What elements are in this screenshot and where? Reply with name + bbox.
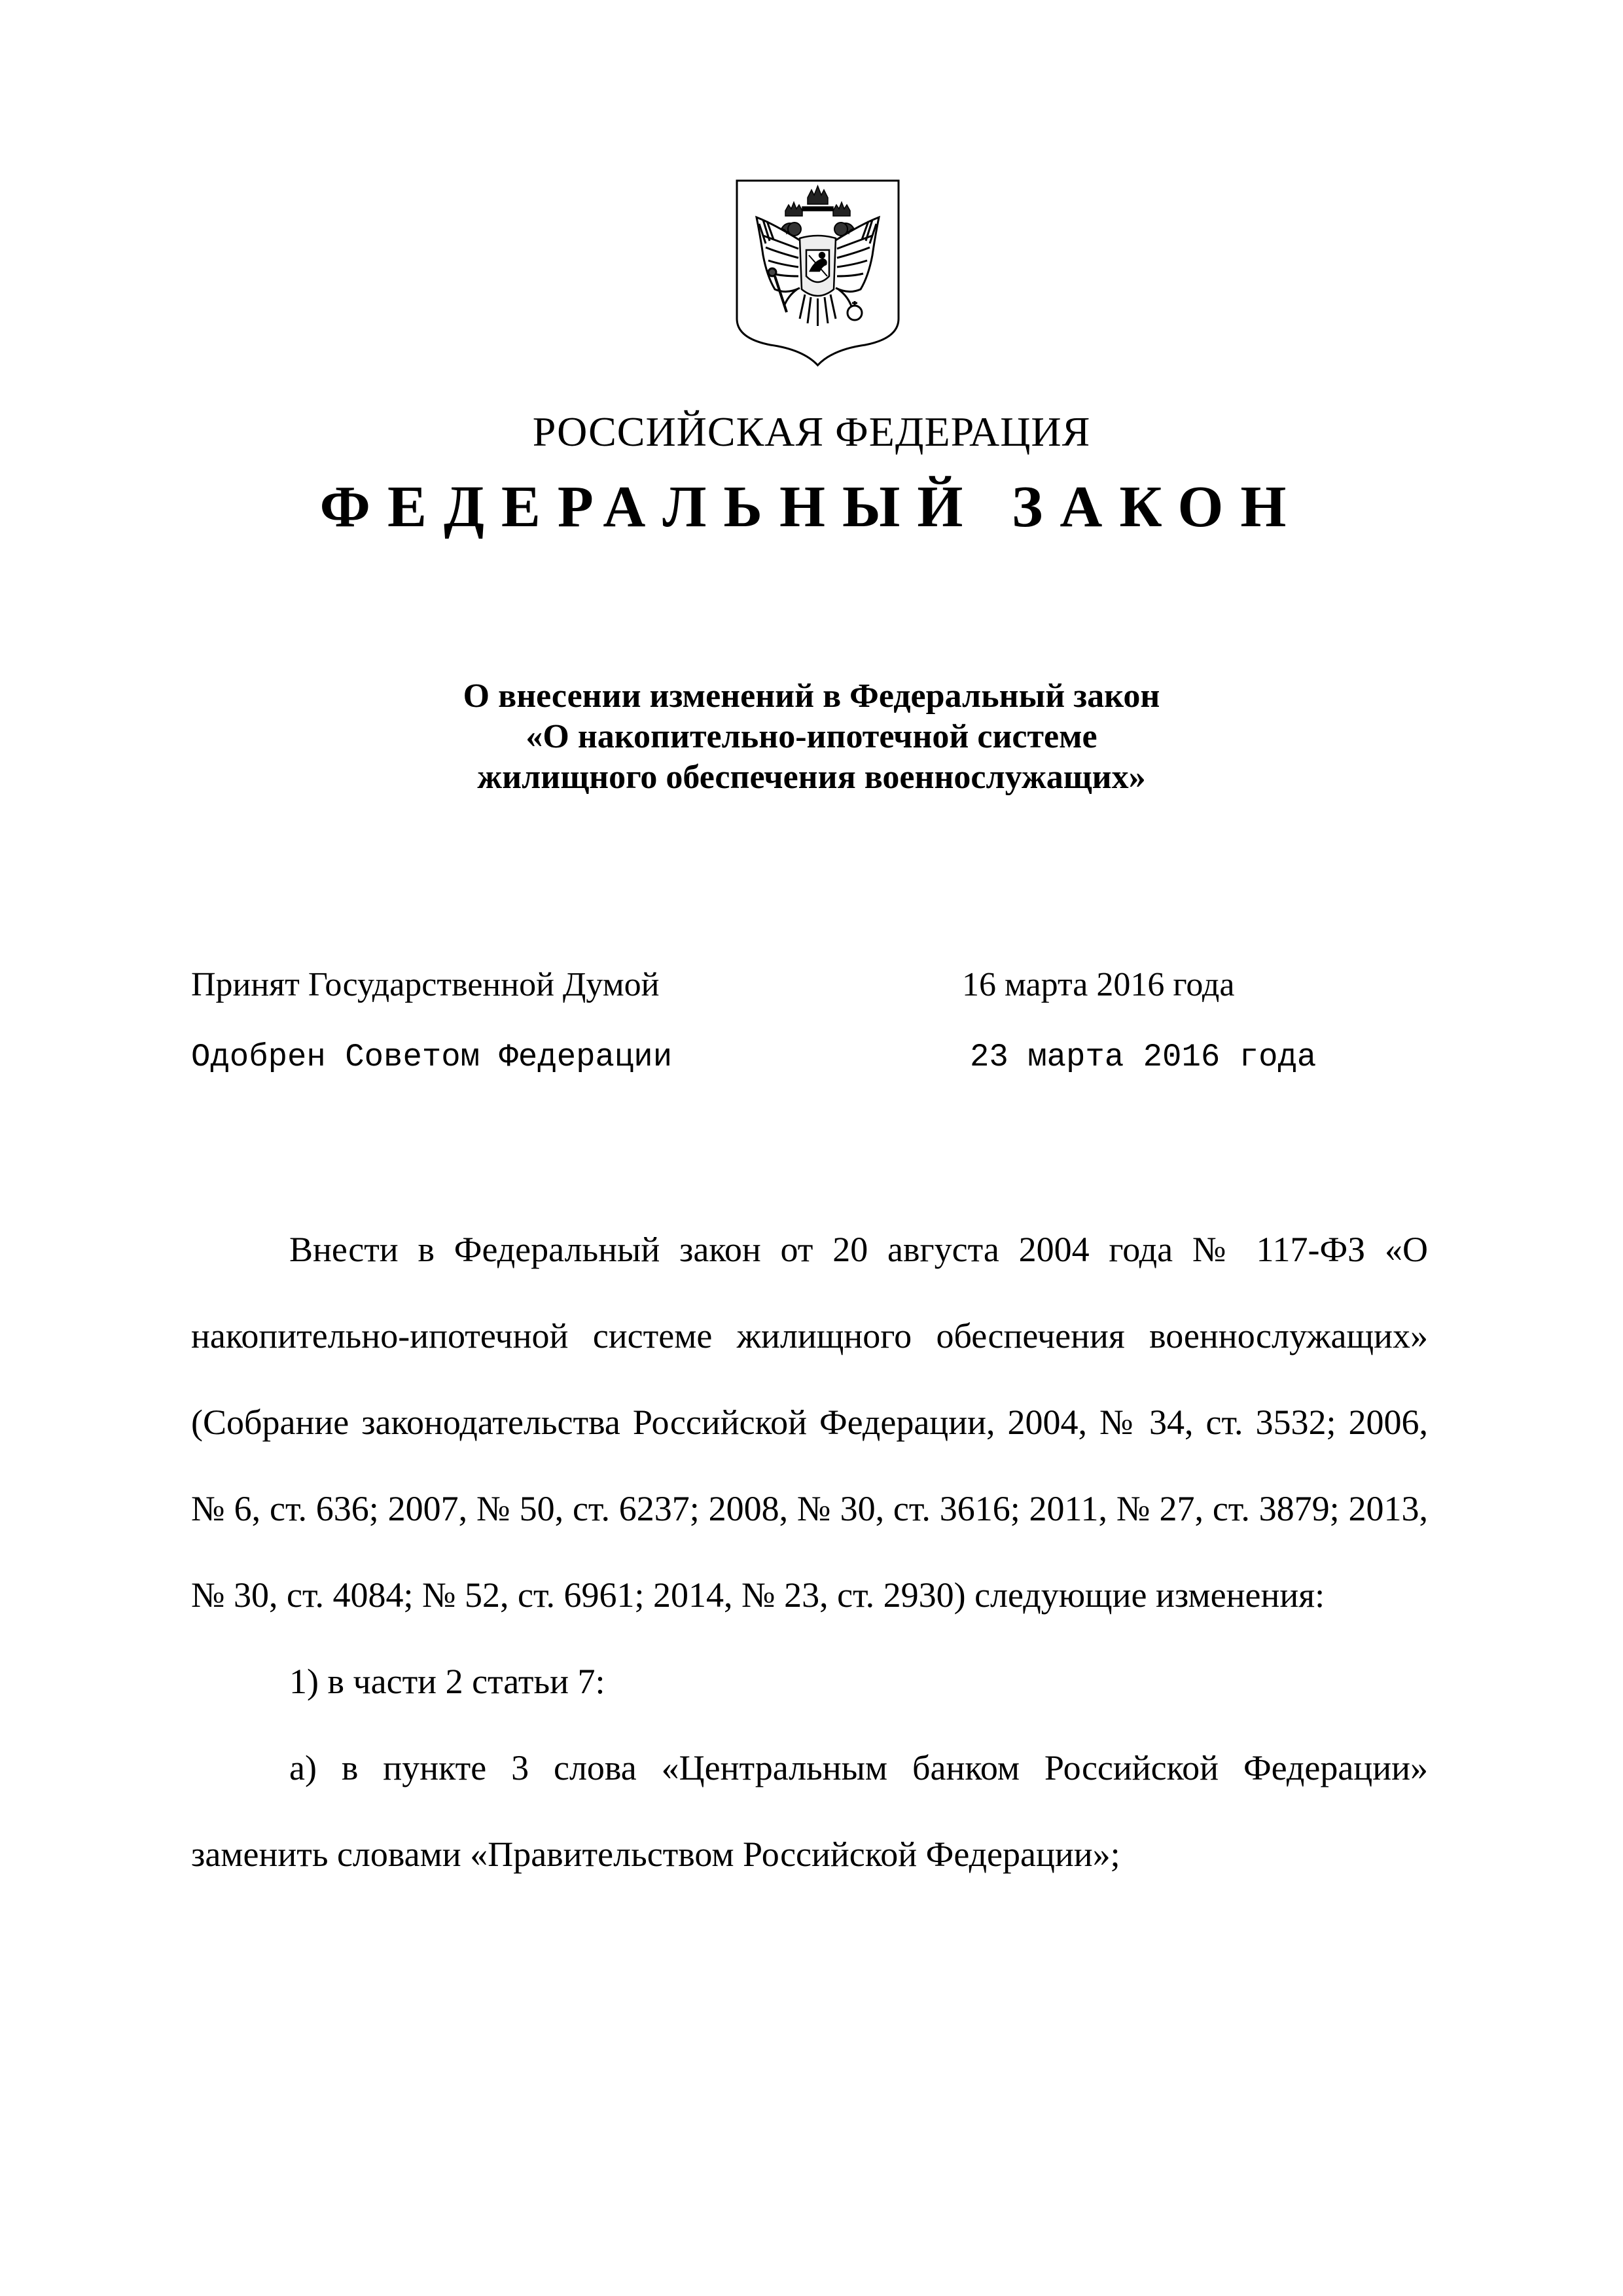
law-title-line: О внесении изменений в Федеральный закон <box>463 677 1160 715</box>
body-paragraph-intro: Внести в Федеральный закон от 20 августа 2004 года № 117-ФЗ «О накопительно-ипотечной системе жилищного обеспечения военнослужащих» (Собрание законодательства Российской Федерации, 2004, № 34, ст. 3532; 2006, № 6, ст. 636; 2007, № 50, ст. 6237; 2008, № 30, ст. 3616; 2011, № 27, ст. 3879; 2013, № 30, ст. 4084; № 52, ст. 6961; 2014, № 23, ст. 2930) следующие изменения: <box>191 1230 1428 1615</box>
law-body <box>191 1206 1428 1897</box>
country-heading: РОССИЙСКАЯ ФЕДЕРАЦИЯ <box>532 408 1091 455</box>
document-type-heading: ФЕДЕРАЛЬНЫЙ ЗАКОН <box>319 475 1304 539</box>
body-paragraph-item1a: а) в пункте 3 слова «Центральным банком Российской Федерации» заменить словами «Правительством Российской Федерации»; <box>191 1748 1428 1874</box>
coat-of-arms-icon <box>734 178 901 368</box>
duma-label: Принят Государственной Думой <box>191 966 660 1003</box>
law-title <box>0 676 1623 798</box>
law-title-line: жилищного обеспечения военнослужащих» <box>477 759 1146 796</box>
council-label: Одобрен Советом Федерации <box>191 1039 673 1075</box>
duma-date: 16 марта 2016 года <box>962 966 1235 1003</box>
council-date: 23 марта 2016 года <box>970 1039 1317 1075</box>
adoption-council-row <box>191 1036 1435 1082</box>
law-title-line: «О накопительно-ипотечной системе <box>526 718 1097 755</box>
body-paragraph-item1: 1) в части 2 статьи 7: <box>289 1662 605 1701</box>
adoption-duma-row <box>191 964 1435 1010</box>
